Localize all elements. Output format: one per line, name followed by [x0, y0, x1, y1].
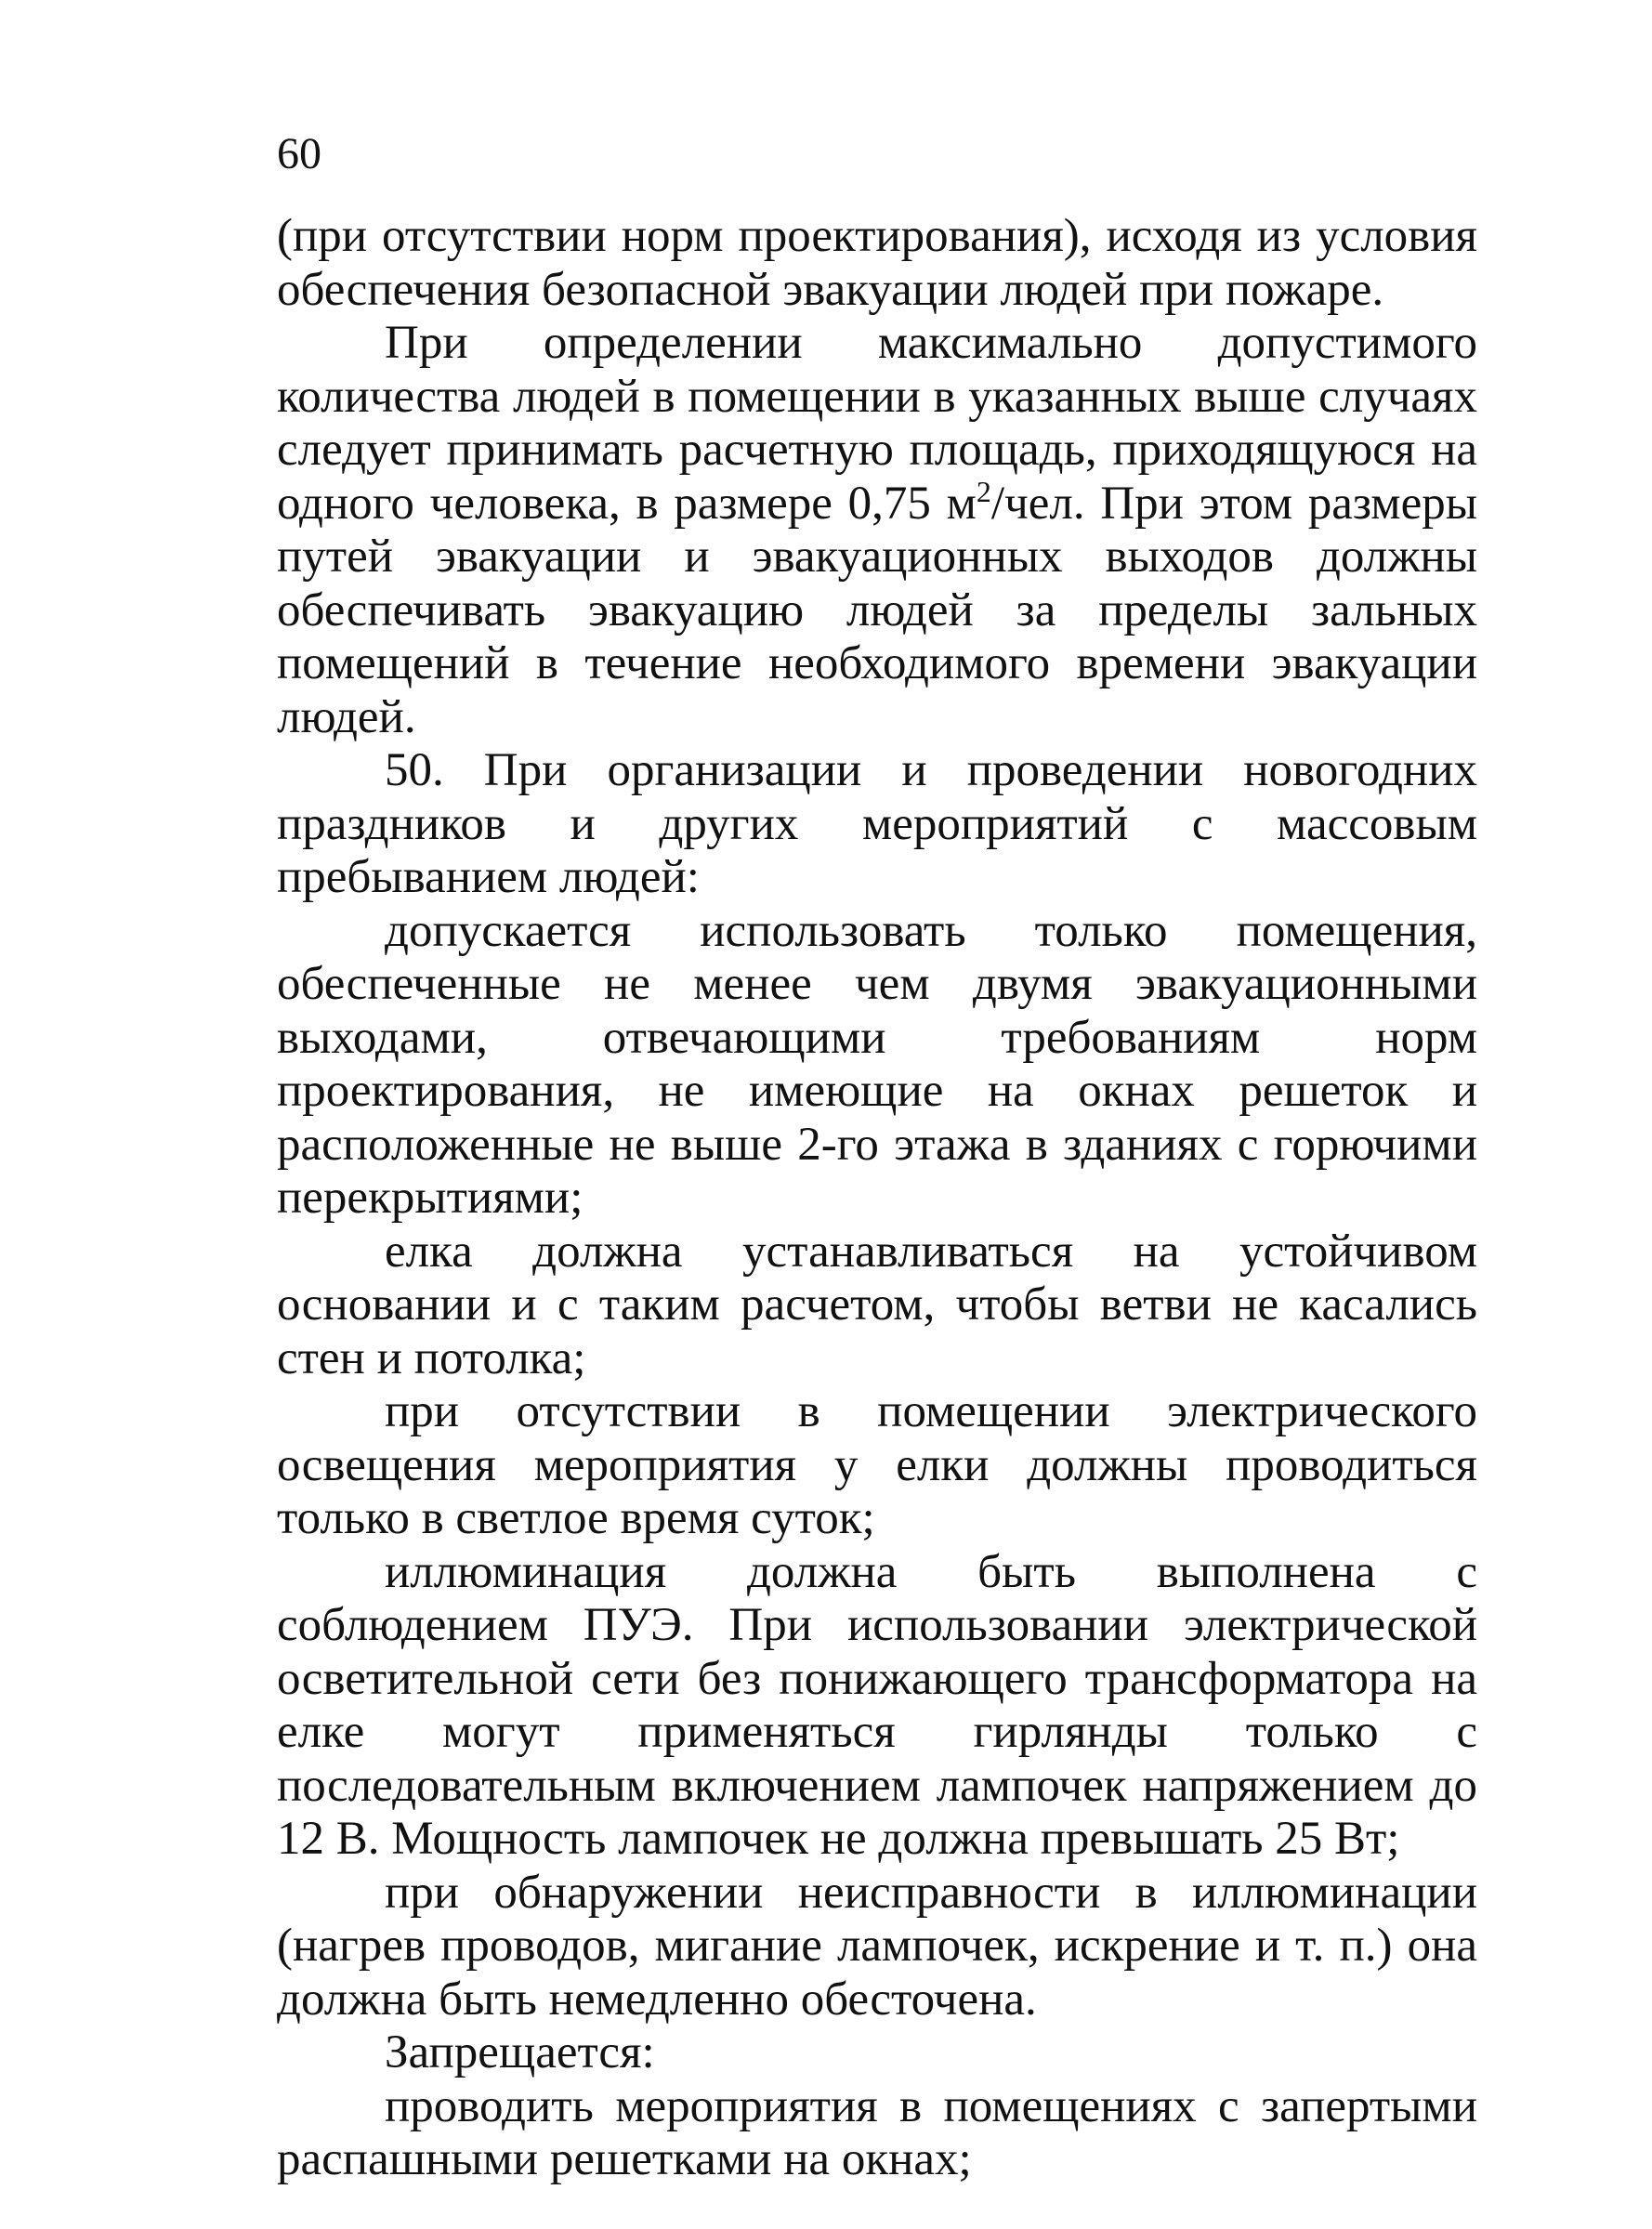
paragraph-prohibited-heading: Запрещается: [385, 2026, 655, 2078]
paragraph-illumination-fault: при обнаружении неисправности в иллюминации (нагрев проводов, мигание лампочек, искрение и т. п.) она должна быть немедленно обесточена. [277, 1866, 1477, 2026]
page-number: 60 [277, 129, 321, 178]
paragraph-max-occupancy-text-start: При определении максимально допустимого количества людей в помещении в указанных выше случаях следует принимать расчетную площадь, приходящуюся на одного человека, в размере 0,75 м [277, 317, 1477, 530]
area-unit-superscript: 2 [976, 474, 991, 508]
paragraph-locked-grilles: проводить мероприятия в помещениях с запертыми распашными решетками на окнах; [277, 2079, 1477, 2185]
paragraph-max-occupancy-text-end: /чел. При этом размеры путей эвакуации и эвакуационных выходов должны обеспечивать эвакуацию людей за пределы зальных помещений в течение необходимого времени эвакуации людей. [277, 477, 1477, 743]
paragraph-max-occupancy [277, 317, 1477, 744]
paragraph-illumination-rules: иллюминация должна быть выполнена с соблюдением ПУЭ. При использовании электрической осветительной сети без понижающего трансформатора на елке могут применяться гирлянды только с последовательным включением лампочек напряжением до 12 В. Мощность лампочек не должна превышать 25 Вт; [277, 1545, 1477, 1865]
paragraph-permitted-premises: допускается использовать только помещения, обеспеченные не менее чем двумя эвакуационными выходами, отвечающими требованиям норм проектирования, не имеющие на окнах решеток и расположенные не выше 2-го этажа в зданиях с горючими перекрытиями; [277, 904, 1477, 1224]
document-body [277, 210, 1477, 2187]
paragraph-no-electric-lighting: при отсутствии в помещении электрического освещения мероприятия у елки должны проводиться только в светлое время суток; [277, 1385, 1477, 1544]
paragraph-item-50: 50. При организации и проведении новогодних праздников и других мероприятий с массовым пребыванием людей: [277, 744, 1477, 903]
paragraph-tree-installation: елка должна устанавливаться на устойчивом основании и с таким расчетом, чтобы ветви не касались стен и потолка; [277, 1225, 1477, 1384]
paragraph-evacuation-condition: (при отсутствии норм проектирования), исходя из условия обеспечения безопасной эвакуации людей при пожаре. [277, 210, 1477, 316]
